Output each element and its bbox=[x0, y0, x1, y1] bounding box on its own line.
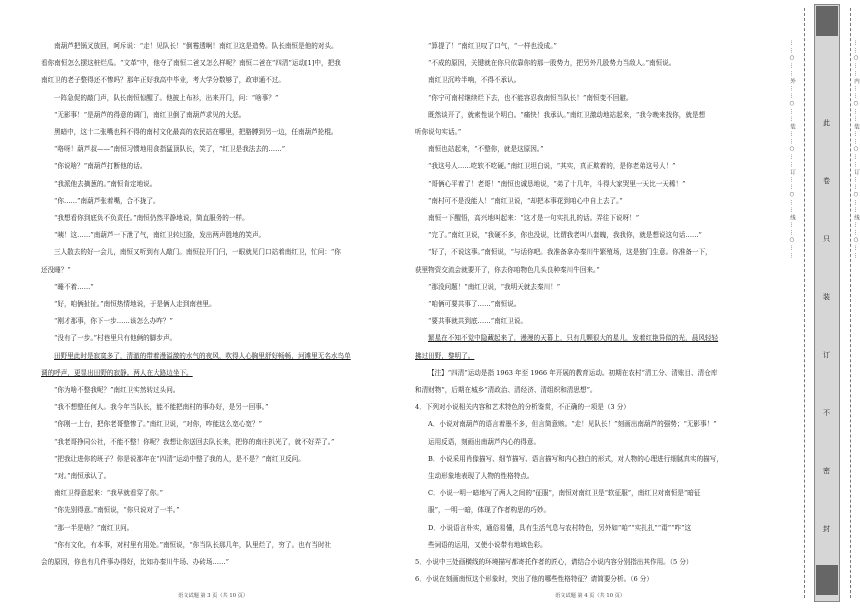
text-line: D．小说语言朴实，通俗易懂，具有生活气息与农村特色，另外如“咱”“实扎扎”“甭”“咋”这 bbox=[428, 523, 692, 532]
text-line: “不成的原因，关键就在你只依靠你的那一股势力，把另外几股势力当敌人。”南恒说。 bbox=[428, 59, 676, 68]
text-line: “完了。”南红卫说，“我硬不多，你也没说，比谓我老叫八套魄，我我你，就是想说这句话……” bbox=[428, 231, 702, 240]
text-line: 生动形象地表现了人物的性格特点。 bbox=[428, 472, 534, 481]
text-line: 和清财物”，后期在城乡“清政治、清经济、清组织和清思想”。 bbox=[415, 386, 597, 395]
inner-dashed-line bbox=[850, 8, 851, 598]
seal-notice-char: 只 bbox=[823, 235, 830, 243]
text-line: “我想看你到底负不负责任。”南恒仍然平静地说，简直服务的一样。 bbox=[54, 214, 249, 223]
text-line: 看你南恒怎么摆这桩烂瓜。“文革”中，他夺了南恒二爸又怎么样呢？南恒二爸在“四清”运动[1]中，把我 bbox=[41, 59, 341, 68]
text-line: “没有了一步。”村巷里只有他俩的脚步声。 bbox=[54, 334, 177, 343]
text-line: “南村可不是没能人！”南红卫说，“却把本事花到咱心中自上去了。” bbox=[428, 196, 623, 205]
text-line: 南恒一下醒悟，高兴地叫起来：“这才是一句实扎扎的话。弄往下说呀！” bbox=[428, 214, 640, 223]
text-line: “好，咱俩扯扯。”南恒热情地说，于是俩人走到南巷里。 bbox=[54, 300, 216, 309]
text-line: 拂过田野，黎明了。 bbox=[415, 351, 475, 360]
text-line: 运用反语，刻画出南葫芦内心的得意。 bbox=[428, 437, 541, 446]
text-line: 南红卫沉吟半响，不得不承认。 bbox=[428, 76, 521, 85]
text-line: 服”，一明一暗，体现了作者构思的巧妙。 bbox=[428, 506, 551, 515]
text-line: “哥俩心平着了！老哥！”南恒也诚恳地说，“弟了十几年，斗得大家哭里一天比一天稀！” bbox=[428, 179, 686, 188]
seal-notice-char: 不 bbox=[823, 409, 830, 417]
text-line: 6．小说在刻画南恒这个形象时，突出了他的哪些性格特征？请简要分析。（6 分） bbox=[415, 575, 653, 584]
seal-notice-char: 密 bbox=[823, 467, 830, 475]
text-line: “睡不着……” bbox=[54, 282, 94, 291]
text-line: “刚才那事，你下一步……该怎么办咋？” bbox=[54, 317, 173, 326]
text-line: “你先别得意。”南恒说，“你只说对了一半。” bbox=[54, 506, 180, 515]
text-line: 会的原因，你也有几件事办得好，比如办秦川牛场、办砖场……” bbox=[41, 558, 229, 567]
text-line: “你有文化，有本事，对村里有用处。”南恒说，“你当队长那几年，队里烂了，穷了。也有当时社 bbox=[54, 540, 332, 549]
text-line: “我派他去摘葱的。”南恒肯定地说。 bbox=[54, 179, 157, 188]
text-line: C．小说一明一暗地写了两人之间的“征服”，南恒对南红卫是“软征服”，南红卫对南恒是“暗征 bbox=[428, 489, 701, 498]
text-line: “那没问题！”南红卫说，“我明天就去秦川！” bbox=[428, 282, 561, 291]
text-line: “好了，不说这事。”南恒说，“与话你吧。我准备拿办秦川牛繁殖场，这是独门生意。你准备一下， bbox=[428, 248, 712, 257]
inner-seal-label: ……○……内……○……装……○……订……○……线……○…… bbox=[853, 40, 859, 260]
text-line: “算提了！”南红卫叹了口气，“一样也没成。” bbox=[428, 42, 557, 50]
binding-strip bbox=[814, 4, 840, 602]
page-number-left: 语文试题 第 3 页（共 10 页） bbox=[178, 593, 249, 599]
binding-margin bbox=[786, 0, 860, 608]
seal-notice-char: 装 bbox=[823, 293, 830, 301]
text-line: 5．小说中三处画横线的环境描写都寄托作者的匠心，请结合小说内容分别指出其作用。（5 分） bbox=[415, 558, 693, 567]
text-line: “咯呀！葫芦叔——”南恒习惯地用食指猛顶队长，笑了，“红卫是我法去的……” bbox=[54, 145, 286, 154]
seal-notice-char: 封 bbox=[823, 525, 830, 533]
text-line: “你刚一上台，把你老哥整惨了。”南红卫说，“对你，咋能这么宽心宽？” bbox=[54, 420, 262, 429]
text-line: 一阵急促的敲门声，队长南恒惊醒了。他披上布衫，出来开门，问：“啥事？” bbox=[54, 93, 279, 102]
seal-notice-char: 此 bbox=[823, 119, 830, 127]
text-line: 既然谈开了，就索性说个明白。“痛快！我承认。”南红卫激动地站起来，“我今晚来找你，就是想 bbox=[428, 110, 706, 119]
text-line: “我不想整任何人。我今年当队长，能不能把南村的事办好，是另一回事。” bbox=[54, 403, 269, 412]
left-column bbox=[41, 38, 398, 571]
text-line: 些词语的运用，又使小说带有地域色彩。 bbox=[428, 540, 547, 549]
text-line: 田野里此时是寂寞多了，清澈的带着漫溢激的水气的夜风，吹得人心胸里舒好畅畅，河滩里无名水鸟单 bbox=[54, 351, 351, 360]
text-line: 南葫芦把锅叉放回，呵斥说：“走！见队长！”倒霉透啊！南红卫这是造势。队长南恒是他的对头。 bbox=[54, 42, 338, 50]
outer-seal-label: ……○……外……○……装……○……订……○……线……○…… bbox=[789, 40, 795, 260]
text-line: “把我让进你的班子？你是说那年在“四清”运动中整了我的人，是不是？”南红卫反问。 bbox=[54, 454, 305, 463]
text-line: “我老哥挣同公社，不能不整！你呢？我想让你送回去队长来，把你的南庄扒光了，就不好弄了。” bbox=[54, 437, 335, 446]
text-line: “咱俩可要共事了……”南恒说。 bbox=[428, 300, 521, 309]
text-line: 【注】“四清”运动是指 1963 年至 1966 年开展的教育运动。初期在农村“清工分、清账目、清仓库 bbox=[428, 368, 718, 377]
page-number-right: 语文试题 第 4 页（共 10 页） bbox=[555, 593, 626, 599]
text-line: 调的呼声，更显出田野的寂静。两人在大路边坐下。 bbox=[41, 368, 193, 377]
text-line: “你为啥不整我呢？”南红卫实然转过头问。 bbox=[54, 386, 180, 395]
outer-dashed-line bbox=[804, 8, 805, 598]
text-line: 繁星在不知不觉中隐藏起来了，漫漫的天幕上，只有几颗很大的星儿，发着红艳异似的光，晨风轻轻 bbox=[428, 334, 719, 343]
text-line: “我这号人……吃软不吃硬。”南红卫坦白说，“其实，真正欺着的，是你老弟这号人！” bbox=[428, 162, 676, 171]
binding-strip-bottom-block bbox=[816, 565, 838, 595]
text-line: “你宁可南村继续烂下去，也不能容忍我南恒当队长！”南恒变不回避。 bbox=[428, 93, 633, 102]
seal-notice-char: 卷 bbox=[823, 177, 830, 185]
text-line: 黑暗中，这十二张嘴也科不得的南村文化最高的农民站在哪里，把胳膊到另一边，任南葫芦抡棍。 bbox=[54, 128, 338, 137]
text-line: “咦！这……”南葫芦一下泄了气，南红卫转过脸，发出两声胜地的笑声。 bbox=[54, 231, 266, 240]
text-line: 4．下列对小说相关内容和艺术特色的分析鉴赏，不正确的一项是（3 分） bbox=[415, 403, 630, 412]
text-line: A．小说对南葫芦的语言着墨不多，但言简意赅。“走！见队长！”刻画出南葫芦的强势；“无影事！” bbox=[428, 420, 717, 429]
text-line: 南红卫得意起来：“我早就看穿了你。” bbox=[54, 489, 163, 498]
binding-strip-top-block bbox=[816, 6, 838, 36]
text-line: “要共事就共到底……”南红卫说。 bbox=[428, 317, 528, 326]
text-line: 获里物资交流会就要开了，你去你咱物色几头良种秦川牛回来。” bbox=[415, 265, 600, 274]
text-line: 听你说句实话。” bbox=[415, 128, 462, 137]
text-line: “你……”南葫芦张着嘴，合不拢了。 bbox=[54, 196, 160, 205]
text-line: 还没睡？” bbox=[41, 265, 71, 274]
text-line: 南红卫的老子整得还不惨吗？那年正好我高中毕业，考大学分数够了，政审通不过。 bbox=[41, 76, 285, 85]
text-line: “那一半是啥？”南红卫问。 bbox=[54, 523, 134, 532]
text-line: “你说啥？”南葫芦打断他的话。 bbox=[54, 162, 147, 171]
text-line: “无影事！”是葫芦的得意的调门，南红卫倒了南葫芦求见的大恶。 bbox=[54, 110, 246, 119]
text-line: 南恒也站起来，“不整你，就是这原因。” bbox=[428, 145, 544, 154]
text-line: 三人散去的好一会儿，南恒又听到有人敲门。南恒拉开门闩，一眼就见门口站着南红卫，忙问：“你 bbox=[54, 248, 341, 257]
text-line: B．小说采用肖像描写、细节描写、语言描写和内心独白的形式，对人物的心理进行细腻真实的描写， bbox=[428, 454, 723, 463]
text-line: “对。”南恒承认了。 bbox=[54, 472, 111, 481]
seal-notice-char: 订 bbox=[823, 351, 830, 359]
right-column bbox=[415, 38, 773, 589]
